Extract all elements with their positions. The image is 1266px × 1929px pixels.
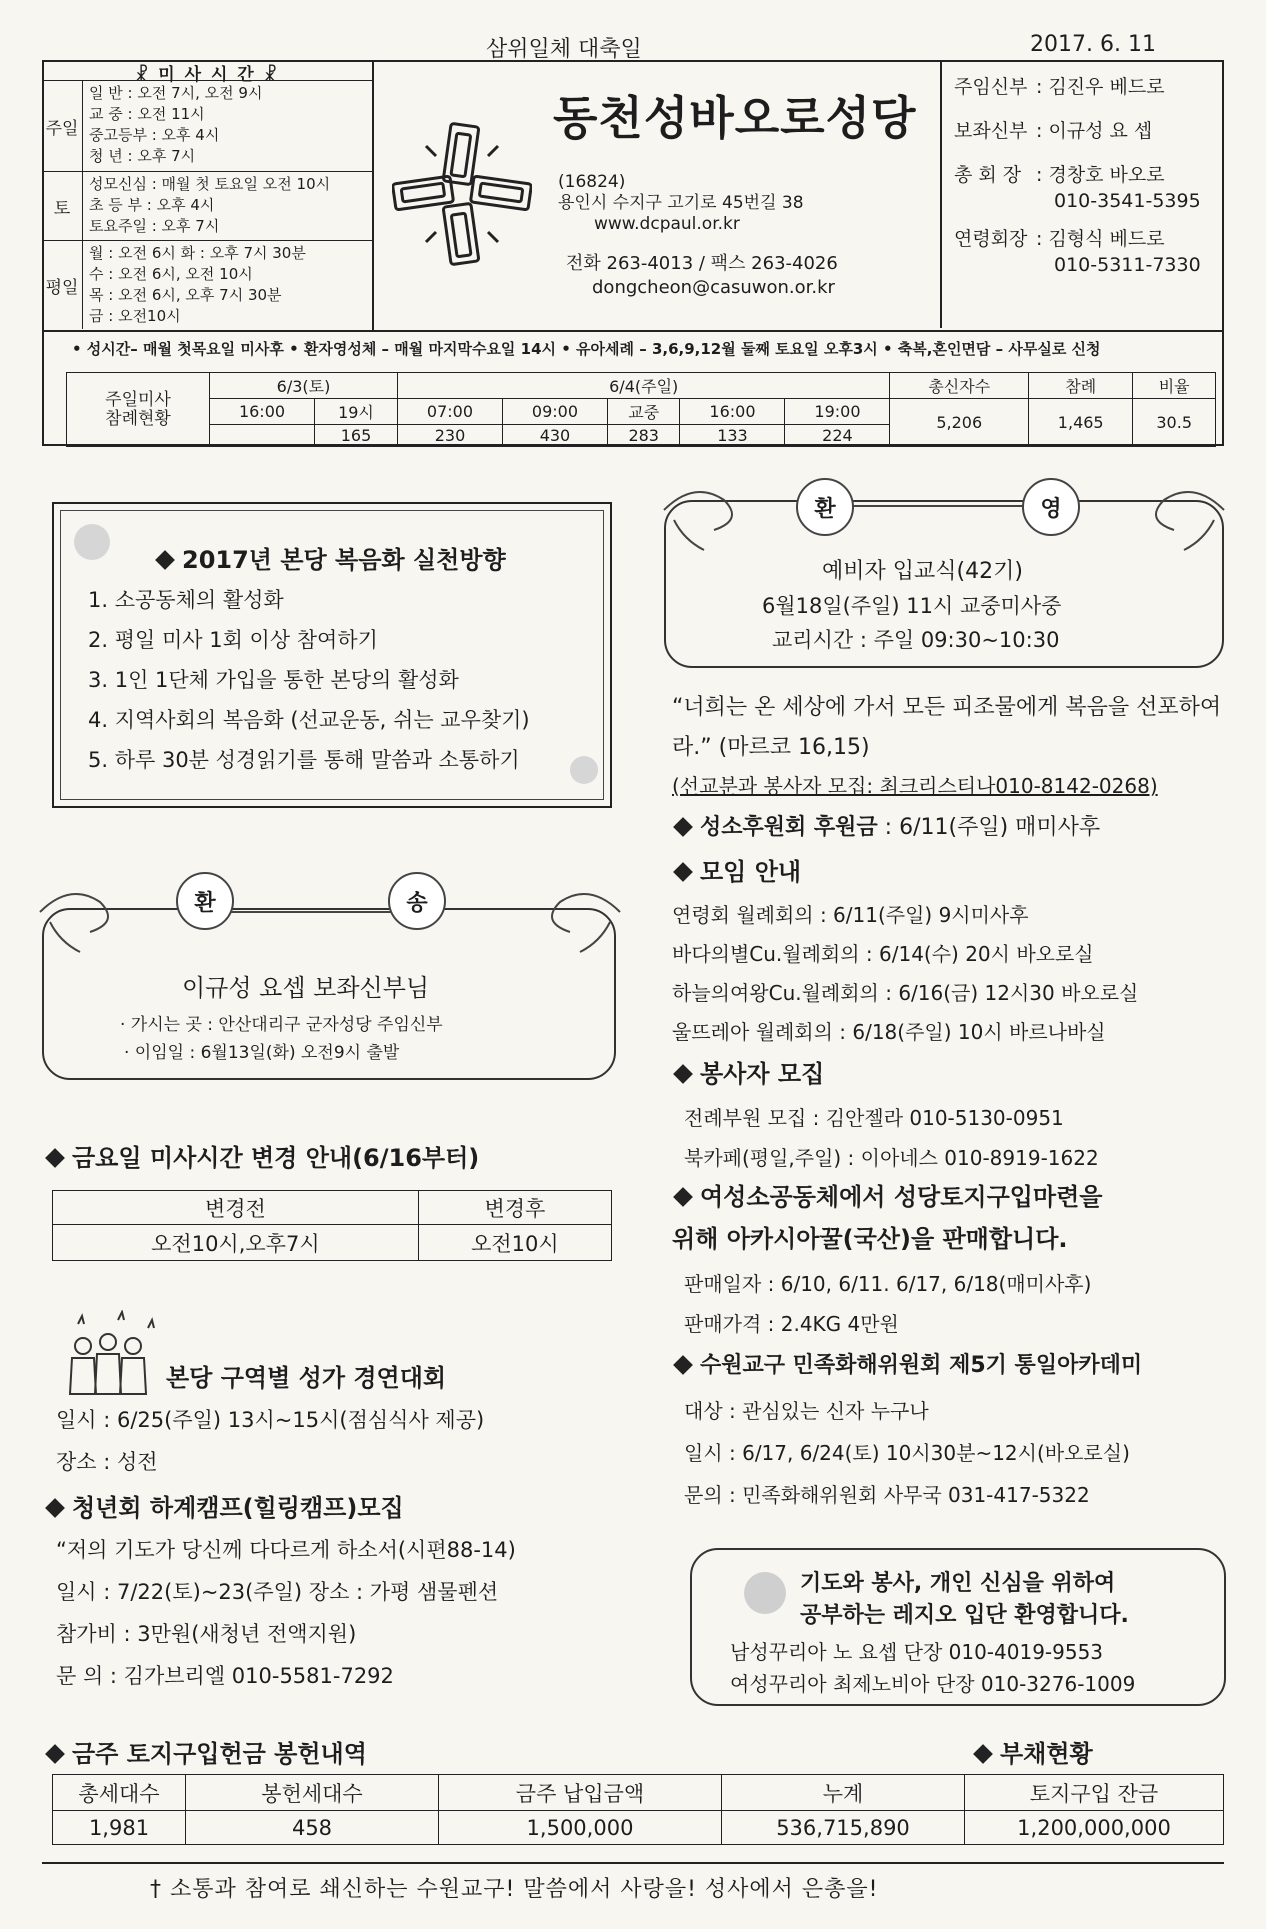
table-cell: 1,981 <box>53 1811 186 1845</box>
youth-camp-fee: 참가비 : 3만원(새청년 전액지원) <box>56 1622 357 1646</box>
count-cell: 430 <box>502 425 607 447</box>
diamond-icon <box>673 817 693 837</box>
time-cell: 16:00 <box>210 399 315 425</box>
youth-camp-title: 청년회 하계캠프(힐링캠프)모집 <box>44 1488 404 1523</box>
count-cell: 283 <box>607 425 680 447</box>
summary-value: 30.5 <box>1133 399 1216 447</box>
diamond-icon <box>155 550 175 570</box>
reunification-details <box>684 1390 1130 1516</box>
list-item: 5. 하루 30분 성경읽기를 통해 말씀과 소통하기 <box>88 748 520 772</box>
parish-contact <box>566 252 838 300</box>
honey-sale-details <box>684 1264 1091 1344</box>
address: 용인시 수지구 고기로 45번길 38 <box>558 193 804 213</box>
catechumen-quote: “너희는 온 세상에 가서 모든 피조물에게 복음을 선포하여라.” (마르코 16,15) <box>672 695 1222 760</box>
volunteers-title: 봉사자 모집 <box>672 1054 824 1089</box>
friday-change-title: 금요일 미사시간 변경 안내(6/16부터) <box>44 1138 479 1173</box>
mass-day-label: 토 <box>42 172 83 240</box>
mass-schedule <box>42 60 374 330</box>
diamond-icon <box>673 862 693 882</box>
evangel-title: 2017년 본당 복음화 실천방향 <box>154 540 506 575</box>
issue-date: 2017. 6. 11 <box>1030 32 1156 57</box>
footer-rule <box>42 1862 1224 1864</box>
time-cell: 07:00 <box>397 399 502 425</box>
cross-logo-icon <box>392 120 532 270</box>
legion-contact: 남성꾸리아 노 요셉 단장 010-4019-9553 <box>730 1640 1104 1664</box>
list-item: 하늘의여왕Cu.월례회의 : 6/16(금) 12시30 바오로실 <box>672 981 1139 1005</box>
catechumen-title: 예비자 입교식(42기) <box>822 559 1023 584</box>
count-cell: 230 <box>397 425 502 447</box>
meetings-title: 모임 안내 <box>672 852 801 887</box>
sun-header: 6/4(주일) <box>397 373 889 399</box>
land-fund-title: 금주 토지구입헌금 봉헌내역 <box>44 1734 367 1769</box>
count-cell: 165 <box>314 425 397 447</box>
reunification-title: 수원교구 민족화해위원회 제5기 통일아카데미 <box>672 1348 1142 1379</box>
badge-catechumen-2: 영 <box>1022 478 1080 536</box>
badge-farewell-2: 송 <box>388 872 446 930</box>
catechumen-recruit: (선교분과 봉사자 모집: 최크리스티나010-8142-0268) <box>672 774 1158 798</box>
mass-line: 청 년 : 오후 7시 <box>89 147 196 165</box>
website-link[interactable]: www.dcpaul.or.kr <box>594 214 740 234</box>
evangel-box <box>52 502 612 808</box>
mass-line: 초 등 부 : 오후 4시 <box>89 196 215 214</box>
attendance-label: 주일미사 참례현황 <box>67 373 210 447</box>
feast-title: 삼위일체 대축일 <box>486 37 642 62</box>
flower-icon <box>74 524 110 560</box>
flower-icon <box>570 756 598 784</box>
summary-value: 1,465 <box>1029 399 1133 447</box>
diamond-icon <box>673 1355 693 1375</box>
honey-sale-dates: 판매일자 : 6/10, 6/11. 6/17, 6/18(매미사후) <box>684 1272 1092 1296</box>
list-item: 4. 지역사회의 복음화 (선교운동, 쉬는 교우찾기) <box>88 708 530 732</box>
diamond-icon <box>45 1498 65 1518</box>
staff-row: 주임신부 : 김진우 베드로 <box>954 76 1165 98</box>
sat-header: 6/3(토) <box>210 373 398 399</box>
phone-fax: 전화 263-4013 / 팩스 263-4026 <box>566 253 838 274</box>
mass-line: 교 중 : 오전 11시 <box>89 105 205 123</box>
volunteers-list <box>684 1098 1099 1178</box>
count-cell: 224 <box>785 425 890 447</box>
land-fund-table <box>52 1774 1224 1845</box>
summary-header: 비율 <box>1133 373 1216 399</box>
table-cell: 1,200,000,000 <box>965 1811 1224 1845</box>
diamond-icon <box>673 1187 693 1207</box>
reunification-contact: 문의 : 민족화해위원회 사무국 031-417-5322 <box>684 1483 1090 1507</box>
table-cell: 1,500,000 <box>439 1811 722 1845</box>
table-cell: 536,715,890 <box>722 1811 965 1845</box>
list-item: 전례부원 모집 : 김안젤라 010-5130-0951 <box>684 1106 1064 1130</box>
time-cell: 교중 <box>607 399 680 425</box>
farewell-line: · 가시는 곳 : 안산대리구 군자성당 주임신부 <box>120 1015 443 1035</box>
mass-line: 성모신심 : 매월 첫 토요일 오전 10시 <box>89 175 331 193</box>
count-cell: 133 <box>680 425 785 447</box>
parish-address <box>558 172 804 235</box>
debt-title: 부채현황 <box>972 1734 1093 1769</box>
reunification-target: 대상 : 관심있는 신자 누구나 <box>684 1399 929 1423</box>
farewell-title: 이규성 요셉 보좌신부님 <box>182 974 430 1002</box>
table-header: 변경후 <box>418 1191 611 1225</box>
staff-phone: 010-3541-5395 <box>1054 190 1201 212</box>
choir-singers-icon <box>58 1310 168 1400</box>
diamond-icon <box>45 1148 65 1168</box>
friday-change-table <box>52 1190 612 1261</box>
list-item: 울뜨레아 월례회의 : 6/18(주일) 10시 바르나바실 <box>672 1020 1106 1044</box>
mass-line: 중고등부 : 오후 4시 <box>89 126 220 144</box>
mass-line: 월 : 오전 6시 화 : 오후 7시 30분 <box>89 244 306 262</box>
legion-contacts <box>730 1636 1135 1700</box>
count-cell <box>210 425 315 447</box>
mass-saturday-row <box>42 172 372 241</box>
time-cell: 16:00 <box>680 399 785 425</box>
table-header: 봉헌세대수 <box>186 1775 439 1811</box>
table-header: 토지구입 잔금 <box>965 1775 1224 1811</box>
mass-day-label: 주일 <box>42 81 83 171</box>
flower-icon <box>744 1572 786 1614</box>
farewell-line: · 이임일 : 6월13일(화) 오전9시 출발 <box>124 1043 400 1063</box>
reunification-date: 일시 : 6/17, 6/24(토) 10시30분~12시(바오로실) <box>684 1441 1130 1465</box>
catechumen-line: 교리시간 : 주일 09:30~10:30 <box>772 628 1060 652</box>
list-item: 바다의별Cu.월례회의 : 6/14(수) 20시 바오로실 <box>672 942 1094 966</box>
honey-sale-price: 판매가격 : 2.4KG 4만원 <box>684 1312 899 1336</box>
ribbon-ornament-icon <box>30 872 630 962</box>
list-item: 북카페(평일,주일) : 이아네스 010-8919-1622 <box>684 1146 1099 1170</box>
diamond-icon <box>973 1744 993 1764</box>
list-item: 2. 평일 미사 1회 이상 참여하기 <box>88 628 378 652</box>
choir-date: 일시 : 6/25(주일) 13시~15시(점심식사 제공) <box>56 1408 485 1432</box>
table-header: 금주 납입금액 <box>439 1775 722 1811</box>
diamond-icon <box>673 1064 693 1084</box>
diamond-icon <box>45 1744 65 1764</box>
sanctuary-fund: 성소후원회 후원금 : 6/11(주일) 매미사후 <box>672 810 1100 841</box>
parish-name: 동천성바오로성당 <box>553 91 917 145</box>
choir-place: 장소 : 성전 <box>56 1450 158 1474</box>
list-item: 3. 1인 1단체 가입을 통한 본당의 활성화 <box>88 668 459 692</box>
mass-line: 수 : 오전 6시, 오전 10시 <box>89 265 253 283</box>
summary-value: 5,206 <box>890 399 1029 447</box>
staff-row: 연령회장 : 김형식 베드로 <box>954 228 1165 250</box>
time-cell: 19:00 <box>785 399 890 425</box>
mass-day-label: 평일 <box>42 241 83 329</box>
legion-heading: 기도와 봉사, 개인 신심을 위하여 공부하는 레지오 입단 환영합니다. <box>800 1571 1129 1628</box>
email-link[interactable]: dongcheon@casuwon.or.kr <box>592 277 835 298</box>
staff-row: 총 회 장 : 경창호 바오로 <box>954 164 1165 186</box>
meetings-list <box>672 896 1138 1052</box>
mass-line: 목 : 오전 6시, 오후 7시 30분 <box>89 286 282 304</box>
mass-line: 일 반 : 오전 7시, 오전 9시 <box>89 84 263 102</box>
staff-panel <box>940 60 1222 328</box>
summary-header: 참례 <box>1029 373 1133 399</box>
mass-line: 토요주일 : 오후 7시 <box>89 217 220 235</box>
time-cell: 09:00 <box>502 399 607 425</box>
table-cell: 오전10시 <box>418 1225 611 1261</box>
youth-camp-contact: 문 의 : 김가브리엘 010-5581-7292 <box>56 1664 394 1688</box>
mass-schedule-title: ☧ 미 사 시 간 ☧ <box>42 60 372 81</box>
footer-motto: † 소통과 참여로 쇄신하는 수원교구! 말씀에서 사랑을! 성사에서 은총을! <box>150 1877 879 1902</box>
list-item: 1. 소공동체의 활성화 <box>88 588 284 612</box>
ribbon-ornament-icon <box>654 470 1234 560</box>
evangel-list <box>88 580 530 780</box>
badge-catechumen-1: 환 <box>796 478 854 536</box>
mass-weekday-row <box>42 241 372 329</box>
legion-contact: 여성꾸리아 최제노비아 단장 010-3276-1009 <box>730 1672 1136 1696</box>
mass-sunday-row <box>42 81 372 172</box>
notice-line: • 성시간– 매월 첫목요일 미사후 • 환자영성체 – 매월 마지막수요일 14시 • 유아세례 – 3,6,9,12월 둘째 토요일 오후3시 • 축복,혼인면담 – 사무실로 신청 <box>72 340 1101 358</box>
table-cell: 오전10시,오후7시 <box>53 1225 419 1261</box>
table-header: 변경전 <box>53 1191 419 1225</box>
youth-camp-quote: “저의 기도가 당신께 다다르게 하소서(시편88-14) <box>56 1538 516 1562</box>
mass-line: 금 : 오전10시 <box>89 307 181 325</box>
table-cell: 458 <box>186 1811 439 1845</box>
staff-row: 보좌신부 : 이규성 요 셉 <box>954 120 1153 142</box>
staff-phone: 010-5311-7330 <box>1054 254 1201 276</box>
attendance-table <box>66 372 1216 447</box>
youth-camp-date: 일시 : 7/22(토)~23(주일) 장소 : 가평 샘물펜션 <box>56 1580 499 1604</box>
badge-farewell-1: 환 <box>176 872 234 930</box>
table-header: 누계 <box>722 1775 965 1811</box>
choir-title: 본당 구역별 성가 경연대회 <box>166 1364 447 1392</box>
summary-header: 총신자수 <box>890 373 1029 399</box>
catechumen-line: 6월18일(주일) 11시 교중미사중 <box>762 594 1062 618</box>
time-cell: 19시 <box>314 399 397 425</box>
list-item: 연령회 월례회의 : 6/11(주일) 9시미사후 <box>672 903 1029 927</box>
postcode: (16824) <box>558 172 626 192</box>
honey-sale-title: 여성소공동체에서 성당토지구입마련을 위해 아카시아꿀(국산)을 판매합니다. <box>672 1183 1103 1253</box>
table-header: 총세대수 <box>53 1775 186 1811</box>
